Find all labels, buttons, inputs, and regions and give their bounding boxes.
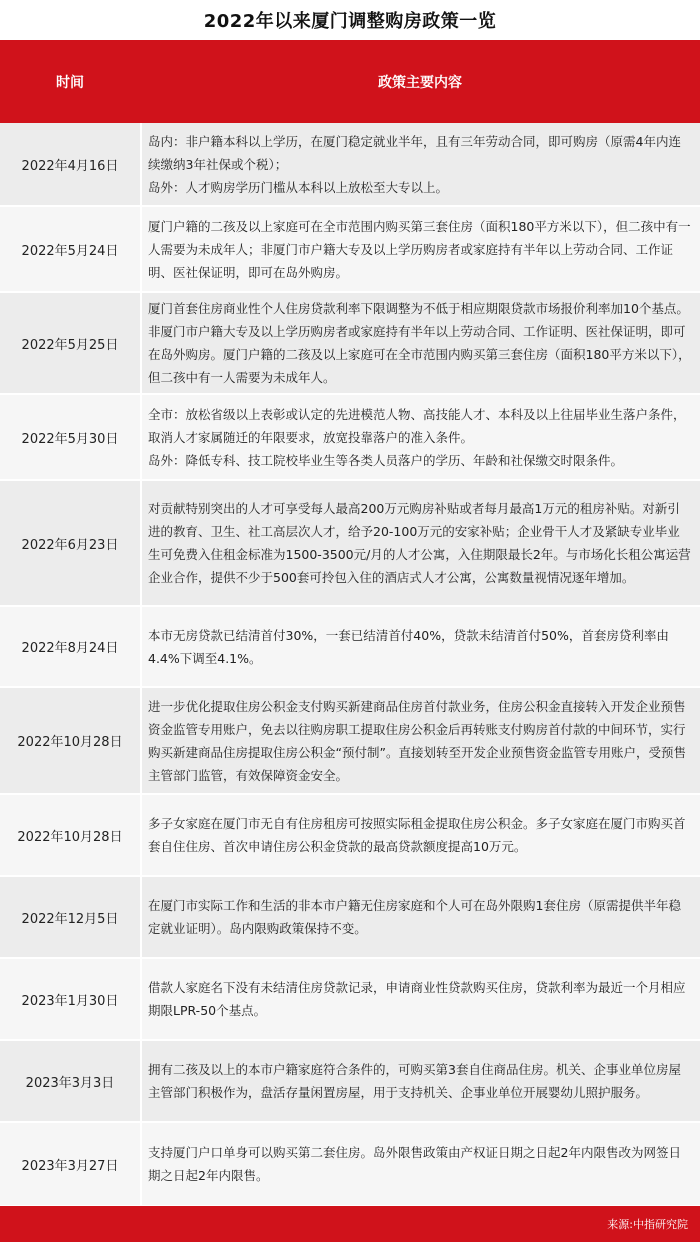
row-date: 2023年1月30日 [0, 959, 142, 1039]
row-content: 拥有二孩及以上的本市户籍家庭符合条件的，可购买第3套自住商品住房。机关、企事业单位房屋主管部门积极作为，盘活存量闲置房屋，用于支持机关、企事业单位开展婴幼儿照护服务。 [148, 1062, 681, 1100]
row-content: 对贡献特别突出的人才可享受每人最高200万元购房补贴或者每月最高1万元的租房补贴。对新引进的教育、卫生、社工高层次人才，给予20-100万元的安家补贴；企业骨干人才及紧缺专业毕业生可免费入住租金标准为1500-3500元/月的人才公寓，入住期限最长2年。与市场化长租公寓运营企业合作，提供不少于500套可拎包入住的酒店式人才公寓，公寓数量视情况逐年增加。 [148, 501, 691, 585]
table-row [0, 1123, 700, 1207]
row-date: 2022年10月28日 [0, 688, 142, 793]
table-row [0, 481, 700, 607]
row-date: 2023年3月3日 [0, 1041, 142, 1121]
table-row [0, 877, 700, 959]
policy-table [0, 123, 700, 1207]
row-content: 厦门户籍的二孩及以上家庭可在全市范围内购买第三套住房（面积180平方米以下），但二孩中有一人需要为未成年人；非厦门市户籍大专及以上学历购房者或家庭持有半年以上劳动合同、工作证明、医社保证明，即可在岛外购房。 [148, 218, 691, 280]
row-date: 2022年5月24日 [0, 207, 142, 291]
table-row [0, 123, 700, 207]
row-date: 2023年3月27日 [0, 1123, 142, 1205]
header-content: 政策主要内容 [378, 74, 462, 91]
table-row [0, 207, 700, 293]
row-date: 2022年4月16日 [0, 123, 142, 205]
source-label: 来源:中指研究院 [607, 1218, 688, 1231]
row-content: 厦门首套住房商业性个人住房贷款利率下限调整为不低于相应期限贷款市场报价利率加10个基点。非厦门市户籍大专及以上学历购房者或家庭持有半年以上劳动合同、工作证明、医社保证明，即可在岛外购房。厦门户籍的二孩及以上家庭可在全市范围内购买第三套住房（面积180平方米以下），但二孩中有一人需要为未成年人。 [148, 301, 691, 385]
table-row [0, 688, 700, 795]
row-date: 2022年12月5日 [0, 877, 142, 957]
page-title: 2022年以来厦门调整购房政策一览 [0, 0, 700, 40]
row-date: 2022年8月24日 [0, 607, 142, 686]
row-content: 岛内：非户籍本科以上学历，在厦门稳定就业半年，且有三年劳动合同，即可购房（原需4年内连续缴纳3年社保或个税）； 岛外：人才购房学历门槛从本科以上放松至大专以上。 [148, 133, 681, 195]
table-row [0, 607, 700, 688]
table-row [0, 1041, 700, 1123]
table-row [0, 959, 700, 1041]
row-date: 2022年10月28日 [0, 795, 142, 875]
row-content: 本市无房贷款已结清首付30%，一套已结清首付40%，贷款未结清首付50%，首套房贷利率由4.4%下调至4.1%。 [148, 627, 669, 666]
row-content: 支持厦门户口单身可以购买第二套住房。岛外限售政策由产权证日期之日起2年内限售改为网签日期之日起2年内限售。 [148, 1145, 681, 1183]
table-row [0, 293, 700, 395]
row-content: 全市：放松省级以上表彰或认定的先进模范人物、高技能人才、本科及以上往届毕业生落户条件，取消人才家属随迁的年限要求，放宽投靠落户的准入条件。 岛外：降低专科、技工院校毕业生等各类人员落户的学历、年龄和社保缴交时限条件。 [148, 406, 686, 468]
row-content: 借款人家庭名下没有未结清住房贷款记录，申请商业性贷款购买住房，贷款利率为最近一个月相应期限LPR-50个基点。 [148, 980, 686, 1018]
row-content: 进一步优化提取住房公积金支付购买新建商品住房首付款业务，住房公积金直接转入开发企业预售资金监管专用账户，免去以往购房职工提取住房公积金后再转账支付购房首付款的中间环节，实行购买新建商品住房提取住房公积金“预付制”。直接划转至开发企业预售资金监管专用账户，受预售主管部门监管，有效保障资金安全。 [148, 698, 686, 783]
row-date: 2022年6月23日 [0, 481, 142, 605]
table-row [0, 795, 700, 877]
header-time: 时间 [56, 74, 84, 91]
row-content: 在厦门市实际工作和生活的非本市户籍无住房家庭和个人可在岛外限购1套住房（原需提供半年稳定就业证明）。岛内限购政策保持不变。 [148, 898, 681, 936]
source-footer [0, 1206, 700, 1242]
row-date: 2022年5月30日 [0, 395, 142, 479]
row-date: 2022年5月25日 [0, 293, 142, 393]
table-header [0, 40, 700, 123]
row-content: 多子女家庭在厦门市无自有住房租房可按照实际租金提取住房公积金。多子女家庭在厦门市购买首套自住住房、首次申请住房公积金贷款的最高贷款额度提高10万元。 [148, 816, 686, 854]
table-row [0, 395, 700, 481]
